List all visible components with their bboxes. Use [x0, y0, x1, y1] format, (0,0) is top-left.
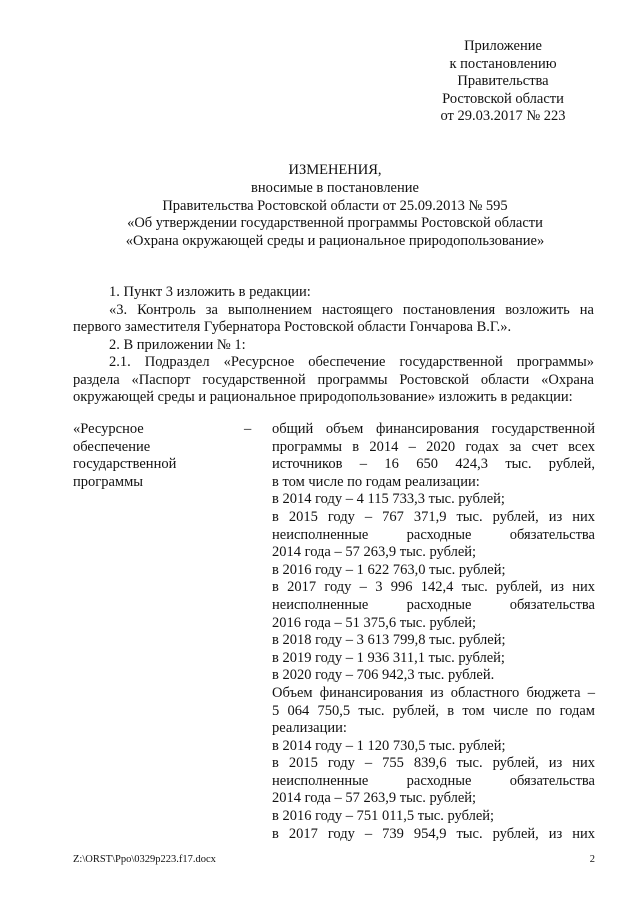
paragraph-2 [73, 302, 594, 337]
heading-title: ИЗМЕНЕНИЯ, [288, 162, 382, 178]
paragraph-4-line: раздела «Паспорт государственной программы Ростовской области «Охрана [73, 371, 594, 388]
annex-line: к постановлению [449, 55, 557, 72]
content-line: в том числе по годам реализации: [272, 473, 480, 490]
paragraph-4-line: 2.1. Подраздел «Ресурсное обеспечение государственной программы» [109, 354, 594, 370]
annex-line: Правительства [457, 73, 549, 90]
content-line: в 2014 году – 4 115 733,3 тыс. рублей; [272, 491, 505, 508]
document-heading [80, 162, 590, 251]
content-line: в 2017 году – 739 954,9 тыс. рублей, из них [272, 825, 595, 842]
paragraph-2-line: «3. Контроль за выполнением настоящего постановления возложить на [109, 301, 594, 318]
label-line: государственной [73, 456, 177, 473]
content-line: реализации: [272, 720, 347, 737]
content-line: в 2020 году – 706 942,3 тыс. рублей. [272, 667, 495, 684]
section-dash: – [244, 421, 252, 437]
content-line: 2016 года – 51 375,6 тыс. рублей; [272, 614, 477, 631]
content-line: 5 064 750,5 тыс. рублей, в том числе по годам [272, 702, 595, 719]
heading-line: Правительства Ростовской области от 25.09.2013 № 595 [162, 197, 508, 214]
content-line: неисполненные расходные обязательства [272, 526, 595, 543]
label-line: «Ресурсное [73, 421, 144, 437]
resource-section-label [73, 421, 193, 491]
content-line: в 2019 году – 1 936 311,1 тыс. рублей; [272, 649, 505, 666]
content-line: общий объем финансирования государственной [272, 421, 595, 437]
paragraph-3: 2. В приложении № 1: [109, 336, 246, 353]
heading-line: «Охрана окружающей среды и рациональное природопользование» [125, 233, 545, 250]
content-line: в 2015 году – 755 839,6 тыс. рублей, из них [272, 755, 595, 772]
content-line: Объем финансирования из областного бюджета – [272, 684, 595, 701]
annex-line: Приложение [464, 38, 542, 54]
annex-header [418, 38, 588, 126]
content-line: в 2018 году – 3 613 799,8 тыс. рублей; [272, 632, 506, 649]
content-line: в 2017 году – 3 996 142,4 тыс. рублей, из них [272, 579, 595, 596]
annex-line: Ростовской области [442, 90, 564, 107]
heading-line: вносимые в постановление [251, 179, 419, 196]
paragraph-4 [73, 354, 594, 407]
resource-section-content [272, 421, 595, 843]
document-body [73, 284, 594, 407]
content-line: в 2016 году – 751 011,5 тыс. рублей; [272, 808, 495, 825]
heading-line: «Об утверждении государственной программы Ростовской области [127, 215, 543, 232]
content-line: 2014 года – 57 263,9 тыс. рублей; [272, 790, 477, 807]
paragraph-4-line: окружающей среды и рациональное природопользование» изложить в редакции: [73, 389, 573, 405]
content-line: источников – 16 650 424,3 тыс. рублей, [272, 456, 595, 473]
content-line: в 2015 году – 767 371,9 тыс. рублей, из них [272, 508, 595, 525]
paragraph-1: 1. Пункт 3 изложить в редакции: [109, 284, 311, 300]
content-line: 2014 года – 57 263,9 тыс. рублей; [272, 544, 477, 561]
label-line: программы [73, 473, 143, 490]
annex-line: от 29.03.2017 № 223 [440, 108, 566, 125]
label-line: обеспечение [73, 438, 151, 455]
file-path: Z:\ORST\Ppo\0329p223.f17.docx [73, 854, 216, 865]
paragraph-2-line: первого заместителя Губернатора Ростовской области Гончарова В.Г.». [73, 319, 512, 335]
content-line: в 2016 году – 1 622 763,0 тыс. рублей; [272, 561, 506, 578]
content-line: неисполненные расходные обязательства [272, 596, 595, 613]
content-line: в 2014 году – 1 120 730,5 тыс. рублей; [272, 737, 506, 754]
page-number: 2 [589, 854, 595, 865]
content-line: неисполненные расходные обязательства [272, 772, 595, 789]
content-line: программы в 2014 – 2020 годах за счет всех [272, 438, 595, 455]
